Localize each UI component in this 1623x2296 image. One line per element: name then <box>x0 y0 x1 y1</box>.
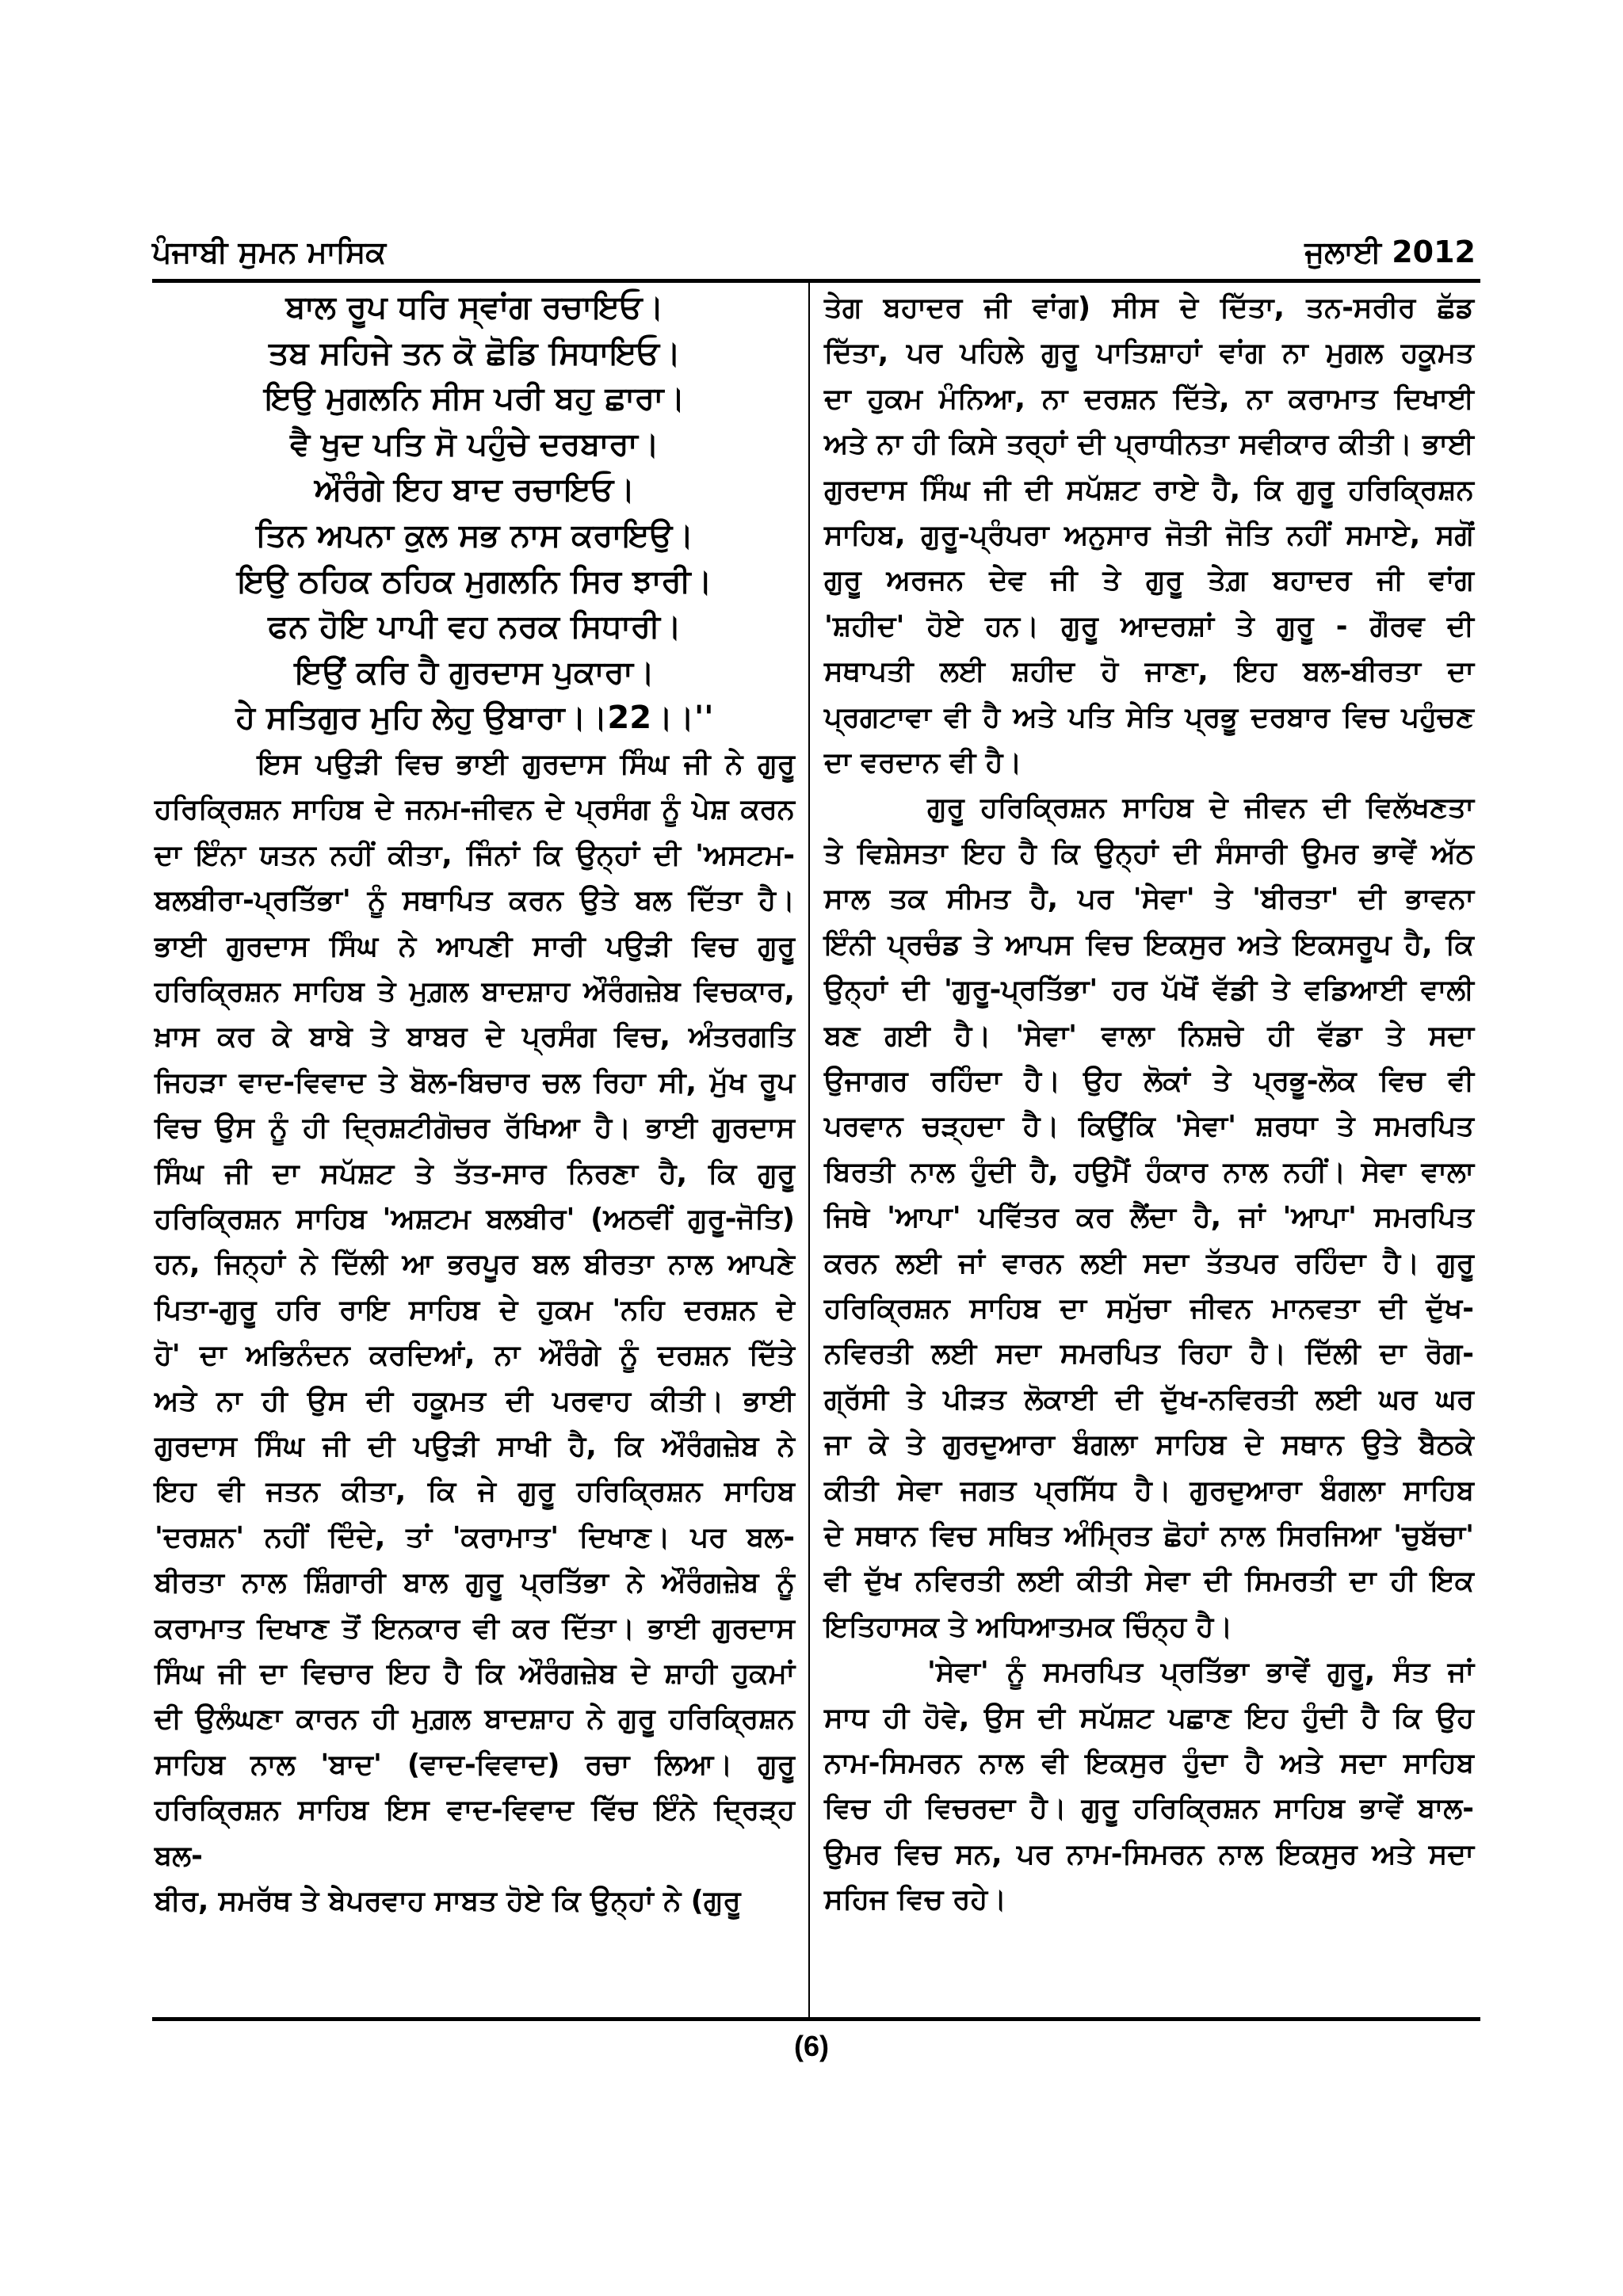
text-line: ਬੀਰਤਾ ਨਾਲ ਸ਼ਿੰਗਾਰੀ ਬਾਲ ਗੁਰੂ ਪ੍ਰਤਿੱਭਾ ਨੇ ਔਰੰਗਜ਼ੇਬ ਨੂੰ <box>155 1566 795 1600</box>
verse-line: ਫਨ ਹੋਇ ਪਾਪੀ ਵਹ ਨਰਕ ਸਿਧਾਰੀ। <box>268 608 682 646</box>
text-line: ਜਾ ਕੇ ਤੇ ਗੁਰਦੁਆਰਾ ਬੰਗਲਾ ਸਾਹਿਬ ਦੇ ਸਥਾਨ ਉਤੇ ਬੈਠਕੇ <box>824 1428 1474 1462</box>
text-line: ਹਰਿਕ੍ਰਿਸ਼ਨ ਸਾਹਿਬ ਇਸ ਵਾਦ-ਵਿਵਾਦ ਵਿੱਚ ਇੰਨੇ ਦ੍ਰਿੜ੍ਹ ਬਲ- <box>155 1794 795 1872</box>
verse-line: ਤਬ ਸਹਿਜੇ ਤਨ ਕੋ ਛੋਡਿ ਸਿਧਾਇਓ। <box>269 334 681 372</box>
page-header <box>152 235 1476 277</box>
text-line: ਦੇ ਸਥਾਨ ਵਿਚ ਸਥਿਤ ਅੰਮ੍ਰਿਤ ਛੋਹਾਂ ਨਾਲ ਸਿਰਜਿਆ 'ਚੁਬੱਚਾ' <box>824 1519 1474 1552</box>
text-line: ਦਾ ਇੰਨਾ ਯਤਨ ਨਹੀਂ ਕੀਤਾ, ਜਿੰਨਾਂ ਕਿ ਉਨ੍ਹਾਂ ਦੀ 'ਅਸਟਮ- <box>155 838 795 871</box>
verse-line: ਇਉਂ ਕਰਿ ਹੈ ਗੁਰਦਾਸ ਪੁਕਾਰਾ। <box>295 654 655 691</box>
text-line: ਕਰਾਮਾਤ ਦਿਖਾਣ ਤੋਂ ਇਨਕਾਰ ਵੀ ਕਰ ਦਿੱਤਾ। ਭਾਈ ਗੁਰਦਾਸ <box>155 1611 795 1645</box>
text-line: ਸਾਲ ਤਕ ਸੀਮਤ ਹੈ, ਪਰ 'ਸੇਵਾ' ਤੇ 'ਬੀਰਤਾ' ਦੀ ਭਾਵਨਾ <box>824 883 1474 916</box>
text-line: 'ਸੇਵਾ' ਨੂੰ ਸਮਰਪਿਤ ਪ੍ਰਤਿੱਭਾ ਭਾਵੇਂ ਗੁਰੂ, ਸੰਤ ਜਾਂ <box>927 1656 1474 1689</box>
text-line: ਹਰਿਕ੍ਰਿਸ਼ਨ ਸਾਹਿਬ ਦੇ ਜਨਮ-ਜੀਵਨ ਦੇ ਪ੍ਰਸੰਗ ਨੂੰ ਪੇਸ਼ ਕਰਨ <box>155 793 795 826</box>
text-line: ਇਹ ਵੀ ਜਤਨ ਕੀਤਾ, ਕਿ ਜੇ ਗੁਰੂ ਹਰਿਕ੍ਰਿਸ਼ਨ ਸਾਹਿਬ <box>155 1475 795 1508</box>
text-line: ਬਲਬੀਰਾ-ਪ੍ਰਤਿੱਭਾ' ਨੂੰ ਸਥਾਪਿਤ ਕਰਨ ਉਤੇ ਬਲ ਦਿੱਤਾ ਹੈ। <box>155 884 795 917</box>
text-line: ਦਿੱਤਾ, ਪਰ ਪਹਿਲੇ ਗੁਰੂ ਪਾਤਿਸ਼ਾਹਾਂ ਵਾਂਗ ਨਾ ਮੁਗਲ ਹਕੂਮਤ <box>824 337 1474 370</box>
text-line: ਦਾ ਹੁਕਮ ਮੰਨਿਆ, ਨਾ ਦਰਸ਼ਨ ਦਿੱਤੇ, ਨਾ ਕਰਾਮਾਤ ਦਿਖਾਈ <box>824 382 1474 415</box>
verse-line: ਇਉ ਠਹਿਕ ਠਹਿਕ ਮੁਗਲਨਿ ਸਿਰ ਝਾਰੀ। <box>237 563 712 600</box>
right-paragraph-1 <box>824 285 1474 785</box>
verse-line: ਬਾਲ ਰੂਪ ਧਰਿ ਸ੍ਵਾਂਗ ਰਚਾਇਓ। <box>285 289 664 326</box>
text-line: ਸਾਹਿਬ, ਗੁਰੂ-ਪ੍ਰੰਪਰਾ ਅਨੁਸਾਰ ਜੋਤੀ ਜੋਤਿ ਨਹੀਂ ਸਮਾਏ, ਸਗੋਂ <box>824 519 1474 552</box>
text-line: ਸਿੰਘ ਜੀ ਦਾ ਸਪੱਸ਼ਟ ਤੇ ਤੱਤ-ਸਾਰ ਨਿਰਣਾ ਹੈ, ਕਿ ਗੁਰੂ <box>155 1157 795 1190</box>
verse-block <box>155 285 795 742</box>
text-line: ਬਣ ਗਈ ਹੈ। 'ਸੇਵਾ' ਵਾਲਾ ਨਿਸ਼ਚੇ ਹੀ ਵੱਡਾ ਤੇ ਸਦਾ <box>824 1019 1474 1052</box>
text-line: ਪਿਤਾ-ਗੁਰੂ ਹਰਿ ਰਾਇ ਸਾਹਿਬ ਦੇ ਹੁਕਮ 'ਨਹਿ ਦਰਸ਼ਨ ਦੇ <box>155 1293 795 1326</box>
text-line: ਕਰਨ ਲਈ ਜਾਂ ਵਾਰਨ ਲਈ ਸਦਾ ਤੱਤਪਰ ਰਹਿੰਦਾ ਹੈ। ਗੁਰੂ <box>824 1246 1474 1280</box>
text-line: ਜਿਥੇ 'ਆਪਾ' ਪਵਿੱਤਰ ਕਰ ਲੈਂਦਾ ਹੈ, ਜਾਂ 'ਆਪਾ' ਸਮਰਪਿਤ <box>824 1201 1474 1234</box>
text-line: ਗੁਰੂ ਹਰਿਕ੍ਰਿਸ਼ਨ ਸਾਹਿਬ ਦੇ ਜੀਵਨ ਦੀ ਵਿਲੱਖਣਤਾ <box>927 791 1474 825</box>
text-line: 'ਦਰਸ਼ਨ' ਨਹੀਂ ਦਿੰਦੇ, ਤਾਂ 'ਕਰਾਮਾਤ' ਦਿਖਾਣ। ਪਰ ਬਲ- <box>155 1520 795 1554</box>
left-column <box>155 285 795 1924</box>
text-line: ਉਨ੍ਹਾਂ ਦੀ 'ਗੁਰੂ-ਪ੍ਰਤਿੱਭਾ' ਹਰ ਪੱਖੋਂ ਵੱਡੀ ਤੇ ਵਡਿਆਈ ਵਾਲੀ <box>824 974 1474 1007</box>
text-line: ਹਰਿਕ੍ਰਿਸ਼ਨ ਸਾਹਿਬ ਤੇ ਮੁਗ਼ਲ ਬਾਦਸ਼ਾਹ ਔਰੰਗਜ਼ੇਬ ਵਿਚਕਾਰ, <box>155 974 795 1008</box>
text-line: ਹਰਿਕ੍ਰਿਸ਼ਨ ਸਾਹਿਬ ਦਾ ਸਮੁੱਚਾ ਜੀਵਨ ਮਾਨਵਤਾ ਦੀ ਦੁੱਖ- <box>824 1291 1474 1325</box>
verse-line: ਇਉ ਮੁਗਲਨਿ ਸੀਸ ਪਰੀ ਬਹੁ ਛਾਰਾ। <box>264 380 685 418</box>
text-line: ਹਨ, ਜਿਨ੍ਹਾਂ ਨੇ ਦਿੱਲੀ ਆ ਭਰਪੂਰ ਬਲ ਬੀਰਤਾ ਨਾਲ ਆਪਣੇ <box>155 1248 795 1281</box>
right-paragraph-3 <box>824 1650 1474 1922</box>
text-line: ਉਮਰ ਵਿਚ ਸਨ, ਪਰ ਨਾਮ-ਸਿਮਰਨ ਨਾਲ ਇਕਸੁਰ ਅਤੇ ਸਦਾ <box>824 1837 1474 1871</box>
right-column <box>824 285 1474 1923</box>
left-body-text <box>155 742 795 1924</box>
text-line: ਤੇਗ ਬਹਾਦਰ ਜੀ ਵਾਂਗ) ਸੀਸ ਦੇ ਦਿੱਤਾ, ਤਨ-ਸਰੀਰ ਛੱਡ <box>824 292 1474 324</box>
text-line: ਸਥਾਪਤੀ ਲਈ ਸ਼ਹੀਦ ਹੋ ਜਾਣਾ, ਇਹ ਬਲ-ਬੀਰਤਾ ਦਾ <box>824 655 1474 688</box>
text-line: ਵਿਚ ਉਸ ਨੂੰ ਹੀ ਦ੍ਰਿਸ਼ਟੀਗੋਚਰ ਰੱਖਿਆ ਹੈ। ਭਾਈ ਗੁਰਦਾਸ <box>155 1112 795 1145</box>
text-line: ਨਵਿਰਤੀ ਲਈ ਸਦਾ ਸਮਰਪਿਤ ਰਿਹਾ ਹੈ। ਦਿੱਲੀ ਦਾ ਰੋਗ- <box>824 1337 1474 1371</box>
text-line: ਸਾਹਿਬ ਨਾਲ 'ਬਾਦ' (ਵਾਦ-ਵਿਵਾਦ) ਰਚਾ ਲਿਆ। ਗੁਰੂ <box>155 1748 795 1781</box>
text-line: ਹੋ' ਦਾ ਅਭਿਨੰਦਨ ਕਰਦਿਆਂ, ਨਾ ਔਰੰਗੇ ਨੂੰ ਦਰਸ਼ਨ ਦਿੱਤੇ <box>155 1339 795 1372</box>
verse-line: ਹੇ ਸਤਿਗੁਰ ਮੁਹਿ ਲੇਹੁ ਉਬਾਰਾ।।22।।'' <box>235 700 714 737</box>
publication-title: ਪੰਜਾਬੀ ਸੁਮਨ ਮਾਸਿਕ <box>152 235 387 269</box>
text-line: ਸਹਿਜ ਵਿਚ ਰਹੇ। <box>824 1883 1007 1917</box>
text-line: ਇਸ ਪਉੜੀ ਵਿਚ ਭਾਈ ਗੁਰਦਾਸ ਸਿੰਘ ਜੀ ਨੇ ਗੁਰੂ <box>258 747 795 780</box>
verse-line: ਤਿਨ ਅਪਨਾ ਕੁਲ ਸਭ ਨਾਸ ਕਰਾਇਉ। <box>255 517 694 554</box>
text-line: ਗੁਰਦਾਸ ਸਿੰਘ ਜੀ ਦੀ ਪਉੜੀ ਸਾਖੀ ਹੈ, ਕਿ ਔਰੰਗਜ਼ੇਬ ਨੇ <box>155 1430 795 1463</box>
page-number: (6) <box>794 2030 829 2062</box>
issue-date: ਜੁਲਾਈ 2012 <box>1304 235 1476 269</box>
text-line: ਇਤਿਹਾਸਕ ਤੇ ਅਧਿਆਤਮਕ ਚਿੰਨ੍ਹ ਹੈ। <box>824 1610 1233 1643</box>
text-line: ਇੰਨੀ ਪ੍ਰਚੰਡ ਤੇ ਆਪਸ ਵਿਚ ਇਕਸੁਰ ਅਤੇ ਇਕਸਰੂਪ ਹੈ, ਕਿ <box>824 928 1474 961</box>
text-line: ਪਰਵਾਨ ਚੜ੍ਹਦਾ ਹੈ। ਕਿਉਂਕਿ 'ਸੇਵਾ' ਸ਼ਰਧਾ ਤੇ ਸਮਰਪਿਤ <box>824 1110 1474 1143</box>
text-line: ਗੁਰਦਾਸ ਸਿੰਘ ਜੀ ਦੀ ਸਪੱਸ਼ਟ ਰਾਏ ਹੈ, ਕਿ ਗੁਰੂ ਹਰਿਕ੍ਰਿਸ਼ਨ <box>824 473 1474 506</box>
verse-line: ਵੈ ਖੁਦ ਪਤਿ ਸੋ ਪਹੁੰਚੇ ਦਰਬਾਰਾ। <box>290 425 659 463</box>
text-line: ਭਾਈ ਗੁਰਦਾਸ ਸਿੰਘ ਨੇ ਆਪਣੀ ਸਾਰੀ ਪਉੜੀ ਵਿਚ ਗੁਰੂ <box>155 929 795 963</box>
text-line: ਅਤੇ ਨਾ ਹੀ ਕਿਸੇ ਤਰ੍ਹਾਂ ਦੀ ਪ੍ਰਾਧੀਨਤਾ ਸਵੀਕਾਰ ਕੀਤੀ। ਭਾਈ <box>824 428 1474 461</box>
text-line: ਗੁਰੂ ਅਰਜਨ ਦੇਵ ਜੀ ਤੇ ਗੁਰੂ ਤੇਗ਼ ਬਹਾਦਰ ਜੀ ਵਾਂਗ <box>824 564 1474 597</box>
text-line: ਗ੍ਰੱਸੀ ਤੇ ਪੀੜਤ ਲੋਕਾਈ ਦੀ ਦੁੱਖ-ਨਵਿਰਤੀ ਲਈ ਘਰ ਘਰ <box>824 1383 1474 1416</box>
header-rule <box>152 279 1480 283</box>
text-line: ਕੀਤੀ ਸੇਵਾ ਜਗਤ ਪ੍ਰਸਿੱਧ ਹੈ। ਗੁਰਦੁਆਰਾ ਬੰਗਲਾ ਸਾਹਿਬ <box>824 1474 1474 1507</box>
text-line: ਵਿਚ ਹੀ ਵਿਚਰਦਾ ਹੈ। ਗੁਰੂ ਹਰਿਕ੍ਰਿਸ਼ਨ ਸਾਹਿਬ ਭਾਵੇਂ ਬਾਲ- <box>824 1792 1474 1825</box>
text-line: ਸਿੰਘ ਜੀ ਦਾ ਵਿਚਾਰ ਇਹ ਹੈ ਕਿ ਔਰੰਗਜ਼ੇਬ ਦੇ ਸ਼ਾਹੀ ਹੁਕਮਾਂ <box>155 1657 795 1691</box>
text-line: ਤੇ ਵਿਸ਼ੇਸਤਾ ਇਹ ਹੈ ਕਿ ਉਨ੍ਹਾਂ ਦੀ ਸੰਸਾਰੀ ਉਮਰ ਭਾਵੇਂ ਅੱਠ <box>824 837 1474 870</box>
text-line: ਬੀਰ, ਸਮਰੱਥ ਤੇ ਬੇਪਰਵਾਹ ਸਾਬਤ ਹੋਏ ਕਿ ਉਨ੍ਹਾਂ ਨੇ (ਗੁਰੂ <box>155 1885 741 1918</box>
text-line: ਬਿਰਤੀ ਨਾਲ ਹੁੰਦੀ ਹੈ, ਹਉਮੈਂ ਹੰਕਾਰ ਨਾਲ ਨਹੀਂ। ਸੇਵਾ ਵਾਲਾ <box>824 1155 1474 1188</box>
right-paragraph-2 <box>824 785 1474 1650</box>
verse-line: ਔਰੰਗੇ ਇਹ ਬਾਦ ਰਚਾਇਓ। <box>314 471 636 509</box>
text-line: ਜਿਹੜਾ ਵਾਦ-ਵਿਵਾਦ ਤੇ ਬੋਲ-ਬਿਚਾਰ ਚਲ ਰਿਹਾ ਸੀ, ਮੁੱਖ ਰੂਪ <box>155 1066 795 1099</box>
text-line: ਦਾ ਵਰਦਾਨ ਵੀ ਹੈ। <box>824 746 1022 780</box>
text-line: ਦੀ ਉਲੰਘਣਾ ਕਾਰਨ ਹੀ ਮੁਗ਼ਲ ਬਾਦਸ਼ਾਹ ਨੇ ਗੁਰੂ ਹਰਿਕ੍ਰਿਸ਼ਨ <box>155 1703 795 1736</box>
text-line: ਵੀ ਦੁੱਖ ਨਵਿਰਤੀ ਲਈ ਕੀਤੀ ਸੇਵਾ ਦੀ ਸਿਮਰਤੀ ਦਾ ਹੀ ਇਕ <box>824 1565 1474 1598</box>
text-line: 'ਸ਼ਹੀਦ' ਹੋਏ ਹਨ। ਗੁਰੂ ਆਦਰਸ਼ਾਂ ਤੇ ਗੁਰੂ - ਗੌਰਵ ਦੀ <box>824 609 1474 643</box>
text-line: ਪ੍ਰਗਟਾਵਾ ਵੀ ਹੈ ਅਤੇ ਪਤਿ ਸੇਤਿ ਪ੍ਰਭੂ ਦਰਬਾਰ ਵਿਚ ਪਹੁੰਚਣ <box>824 700 1474 734</box>
text-line: ਨਾਮ-ਸਿਮਰਨ ਨਾਲ ਵੀ ਇਕਸੁਰ ਹੁੰਦਾ ਹੈ ਅਤੇ ਸਦਾ ਸਾਹਿਬ <box>824 1747 1474 1779</box>
column-divider <box>808 283 810 2018</box>
text-line: ਖ਼ਾਸ ਕਰ ਕੇ ਬਾਬੇ ਤੇ ਬਾਬਰ ਦੇ ਪ੍ਰਸੰਗ ਵਿਚ, ਅੰਤਰਗਤਿ <box>155 1020 795 1054</box>
text-line: ਸਾਧ ਹੀ ਹੋਵੇ, ਉਸ ਦੀ ਸਪੱਸ਼ਟ ਪਛਾਣ ਇਹ ਹੁੰਦੀ ਹੈ ਕਿ ਉਹ <box>824 1701 1474 1734</box>
text-line: ਉਜਾਗਰ ਰਹਿੰਦਾ ਹੈ। ਉਹ ਲੋਕਾਂ ਤੇ ਪ੍ਰਭੂ-ਲੋਕ ਵਿਚ ਵੀ <box>824 1064 1474 1097</box>
footer-rule <box>152 2017 1480 2021</box>
text-line: ਅਤੇ ਨਾ ਹੀ ਉਸ ਦੀ ਹਕੂਮਤ ਦੀ ਪਰਵਾਹ ਕੀਤੀ। ਭਾਈ <box>155 1384 795 1417</box>
text-line: ਹਰਿਕ੍ਰਿਸ਼ਨ ਸਾਹਿਬ 'ਅਸ਼ਟਮ ਬਲਬੀਰ' (ਅਠਵੀਂ ਗੁਰੂ-ਜੋਤਿ) <box>155 1203 795 1235</box>
